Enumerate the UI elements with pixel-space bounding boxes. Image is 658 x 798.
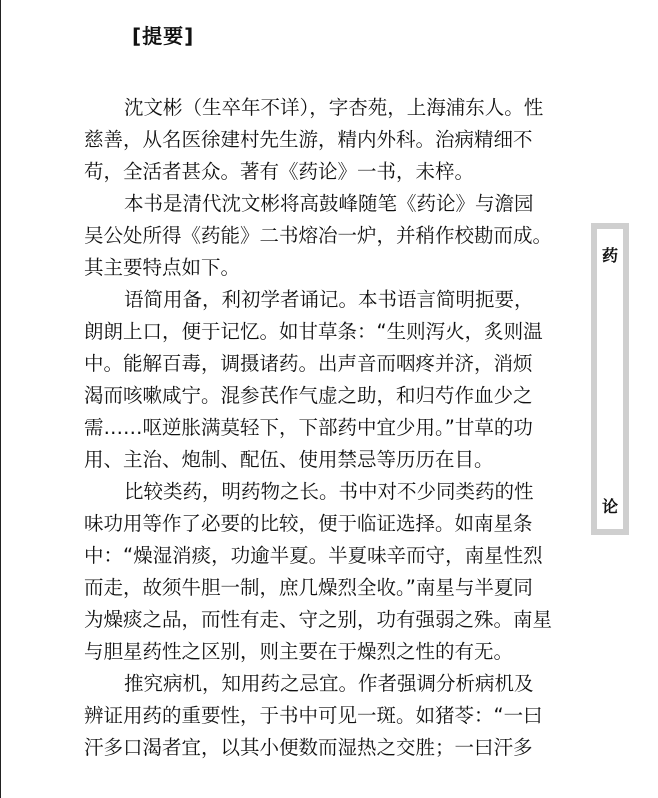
text-line: 慈善，从名医徐建村先生游，精内外科。治病精细不	[84, 128, 533, 151]
text-line: 推究病机，知用药之忌宜。作者强调分析病机及	[124, 672, 534, 695]
text-line: 中。能解百毒，调摄诸药。出声音而咽疼并济，消烦	[84, 352, 533, 375]
side-tab-char-top: 药	[601, 246, 618, 265]
text-line: 味功用等作了必要的比较，便于临证选择。如南星条	[84, 512, 533, 535]
text-line: 与胆星药性之区别，则主要在于燥烈之性的有无。	[84, 640, 514, 663]
text-line: 本书是清代沈文彬将高鼓峰随笔《药论》与澹园	[124, 192, 534, 215]
side-tab-char-bottom: 论	[601, 497, 618, 516]
text-line: 需……呕逆胀满莫轻下，下部药中宜少用。”甘草的功	[84, 416, 533, 439]
text-line: 其主要特点如下。	[84, 256, 241, 279]
side-tab-inner	[597, 229, 623, 529]
text-line: 苟，全活者甚众。著有《药论》一书，未梓。	[84, 160, 475, 183]
text-line: 而走，故须牛胆一制，庶几燥烈全收。”南星与半夏同	[84, 576, 533, 599]
text-line: 汗多口渴者宜，以其小便数而湿热之交胜；一曰汗多	[84, 736, 533, 759]
text-line: 辨证用药的重要性，于书中可见一斑。如猪苓：“一曰	[84, 704, 543, 727]
side-tab	[591, 223, 629, 535]
text-line: 用、主治、炮制、配伍、使用禁忌等历历在目。	[84, 448, 494, 471]
page-left-border	[0, 0, 1, 798]
summary-body	[84, 92, 580, 764]
text-line: 语简用备，利初学者诵记。本书语言简明扼要，	[124, 288, 534, 311]
text-line: 吴公处所得《药能》二书熔冶一炉，并稍作校勘而成。	[84, 224, 553, 247]
text-line: 朗朗上口，便于记忆。如甘草条：“生则泻火，炙则温	[84, 320, 543, 343]
text-line: 沈文彬（生卒年不详），字杏苑，上海浦东人。性	[124, 96, 544, 119]
text-line: 中：“燥湿消痰，功逾半夏。半夏味辛而守，南星性烈	[84, 544, 543, 567]
text-line: 比较类药，明药物之长。书中对不少同类药的性	[124, 480, 534, 503]
text-line: 为燥痰之品，而性有走、守之别，功有强弱之殊。南星	[84, 608, 553, 631]
text-line: 渴而咳嗽咸宁。混参芪作气虚之助，和归芍作血少之	[84, 384, 533, 407]
section-heading: [提要]	[132, 24, 195, 48]
